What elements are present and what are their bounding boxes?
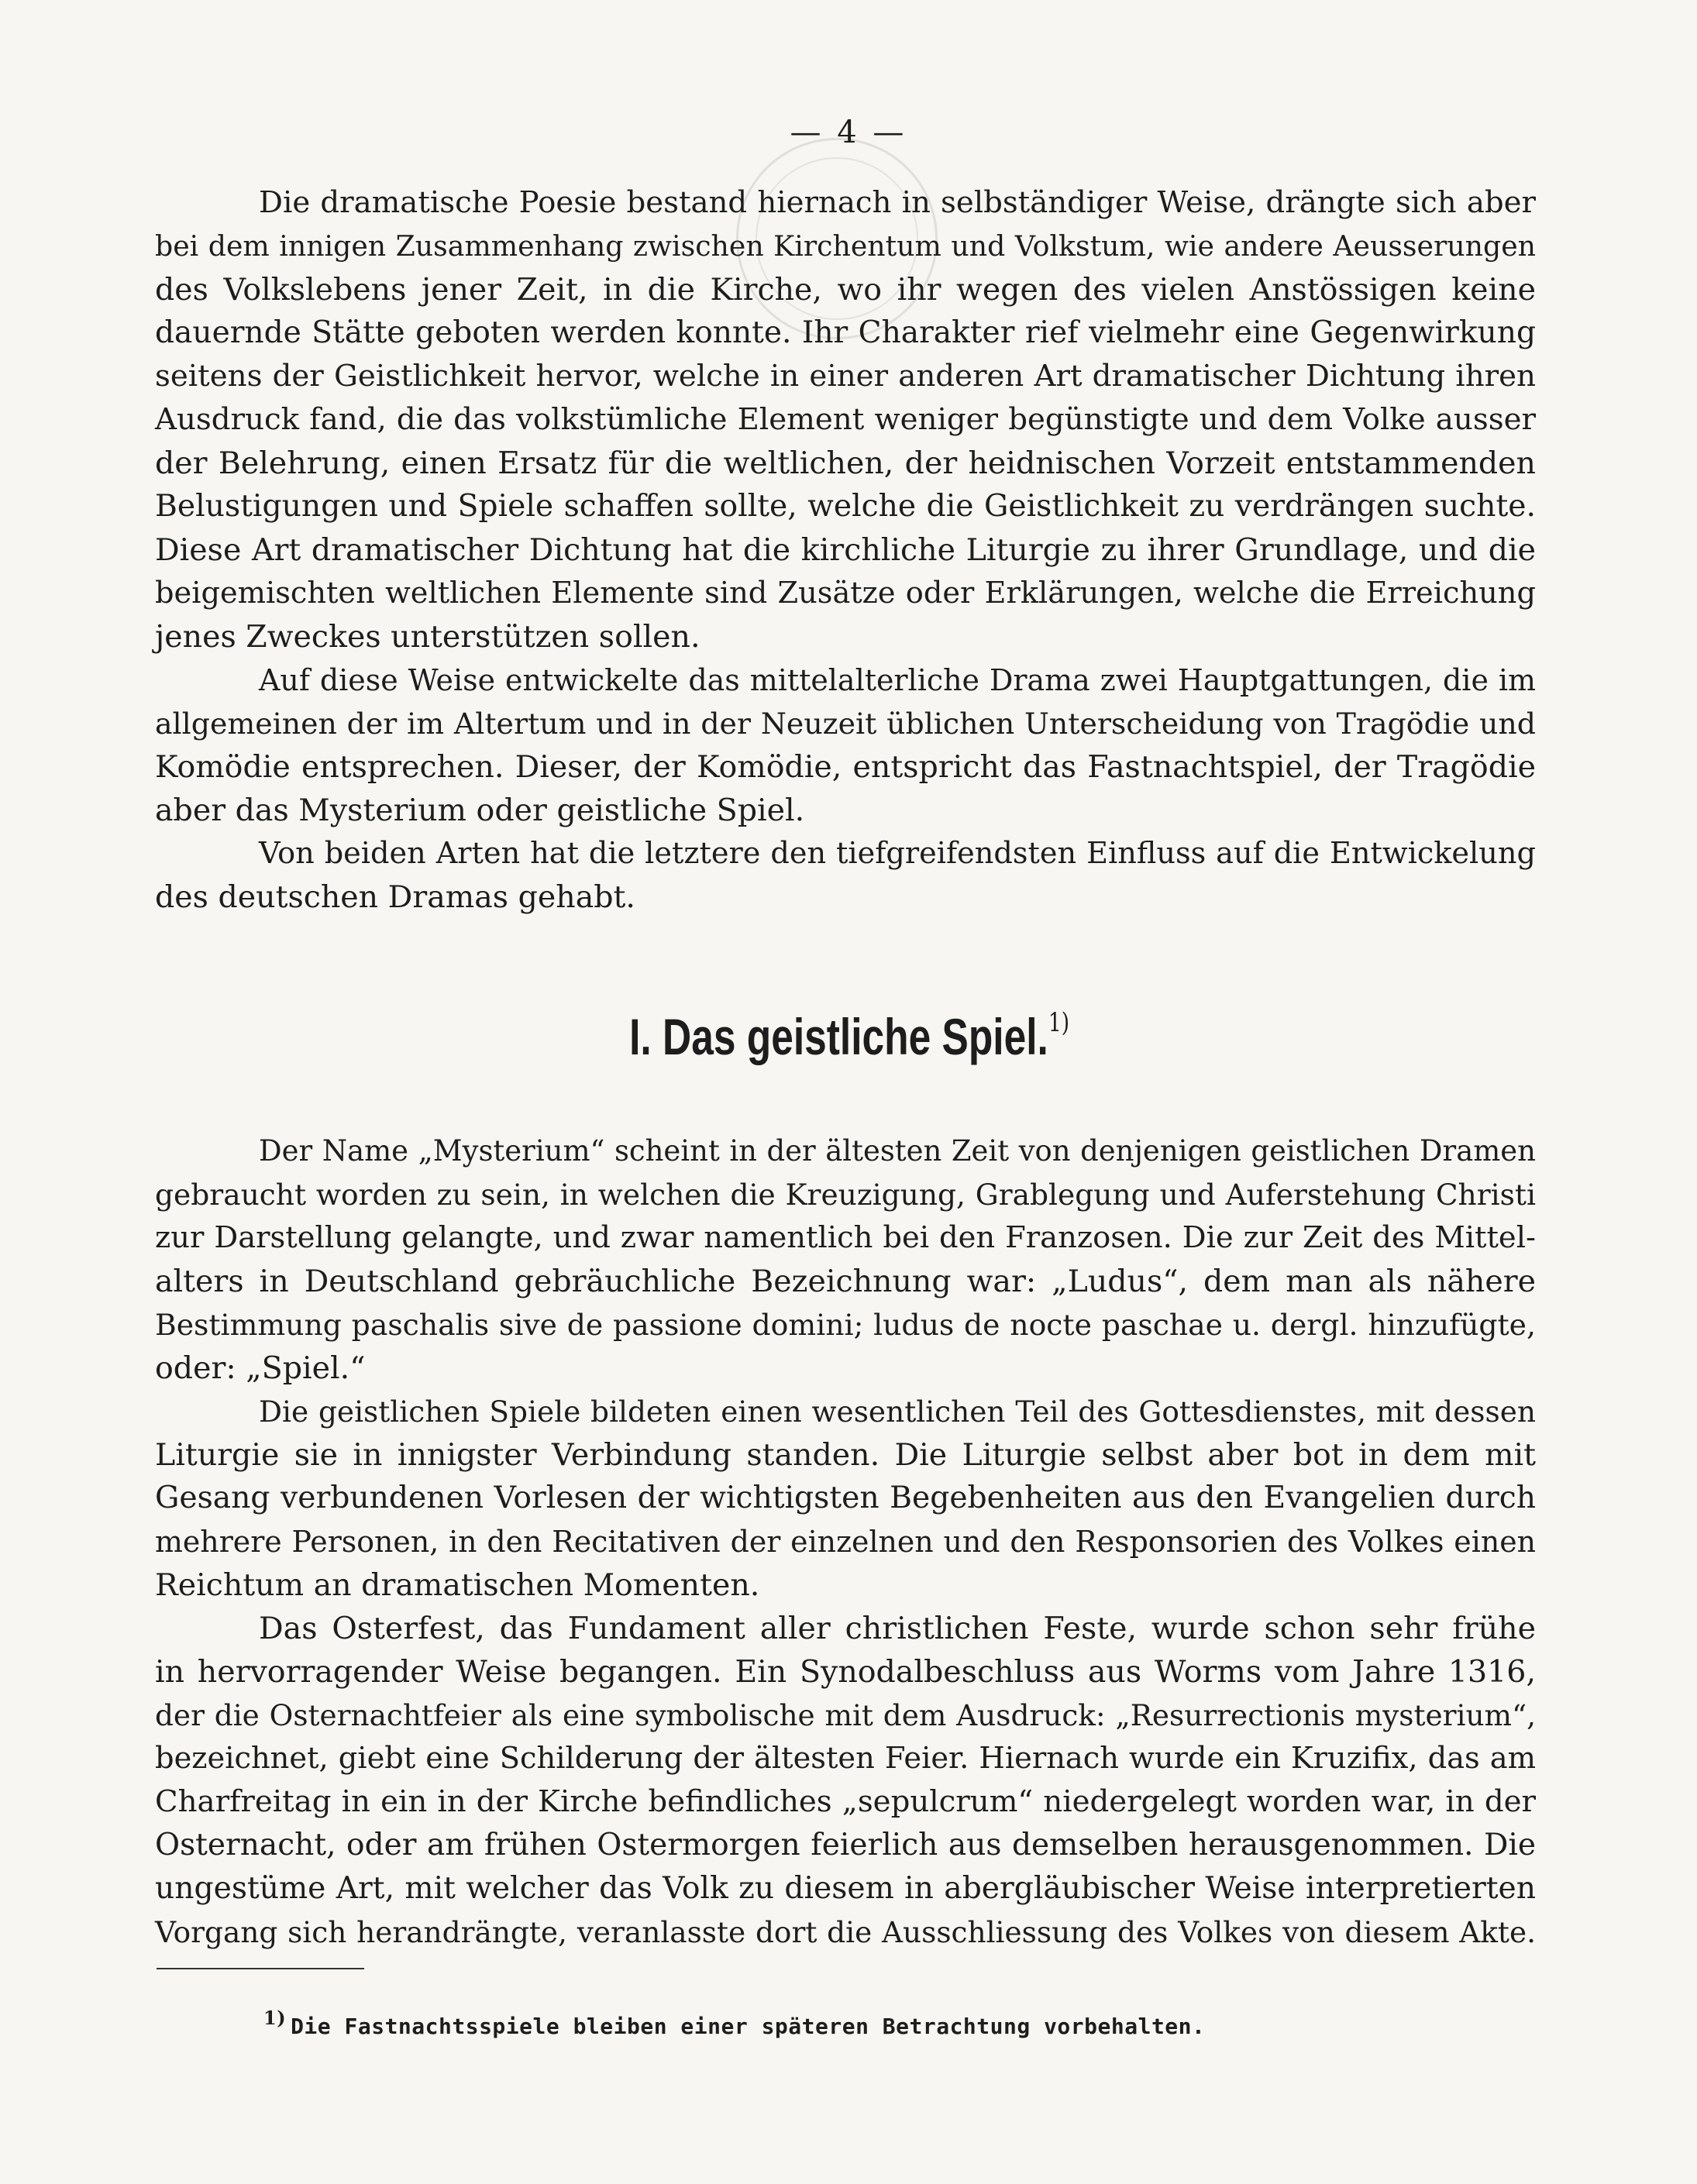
text-line: seitens der Geistlichkeit hervor, welche in einer anderen Art dramatischer Dichtung ihren [155,359,1536,394]
text-line: mehrere Personen, in den Recitativen der einzelnen und den Responsorien des Volkes einen [155,1525,1536,1559]
text-line: Die geistlichen Spiele bildeten einen wesentlichen Teil des Gottesdienstes, mit dessen [259,1395,1536,1429]
text-line: beigemischten weltlichen Elemente sind Zusätze oder Erklärungen, welche die Erreichung [155,576,1536,610]
text-line: Die dramatische Poesie bestand hiernach in selbständiger Weise, drängte sich aber [259,185,1536,220]
text-line: Reichtum an dramatischen Momenten. [155,1567,760,1603]
text-line: Komödie entsprechen. Dieser, der Komödie, entspricht das Fastnachtspiel, der Tragödie [155,749,1536,785]
text-line: in hervorragender Weise begangen. Ein Synodalbeschluss aus Worms vom Jahre 1316, [155,1654,1536,1690]
text-line: Charfreitag in ein in der Kirche befindliches „sepulcrum“ niedergelegt worden war, in der [155,1784,1536,1819]
text-line: Ausdruck fand, die das volkstümliche Element weniger begünstigte und dem Volke ausser [155,402,1536,437]
text-line: dauernde Stätte geboten werden konnte. Ihr Charakter rief vielmehr eine Gegenwirkung [155,315,1536,350]
text-line: Der Name „Mysterium“ scheint in der ältesten Zeit von denjenigen geistlichen Dramen [259,1134,1536,1168]
text-line: Belustigungen und Spiele schaffen sollte, welche die Geistlichkeit zu verdrängen suchte. [155,489,1536,524]
text-line: Liturgie sie in innigster Verbindung standen. Die Liturgie selbst aber bot in dem mit [155,1437,1536,1473]
text-line: Vorgang sich herandrängte, veranlasste dort die Ausschliessung des Volkes von diesem Akte. [155,1915,1536,1949]
text-line: jenes Zweckes unterstützen sollen. [155,619,700,655]
footnote-rule [157,1968,364,1969]
text-line: alters in Deutschland gebräuchliche Bezeichnung war: „Ludus“, dem man als nähere [155,1264,1536,1299]
text-line: gebraucht worden zu sein, in welchen die Kreuzigung, Grablegung und Auferstehung Christi [155,1178,1536,1212]
text-line: Diese Art dramatischer Dichtung hat die kirchliche Liturgie zu ihrer Grundlage, und die [155,532,1536,568]
heading-title: I. Das geistliche Spiel. [629,1008,1048,1065]
footnote-marker: 1) [263,2007,287,2029]
footnote [263,2007,1205,2039]
text-line: ungestüme Art, mit welcher das Volk zu diesem in abergläubischer Weise interpretierten [155,1871,1536,1906]
text-line: Auf diese Weise entwickelte das mittelalterliche Drama zwei Hauptgattungen, die im [259,663,1536,697]
text-line: bezeichnet, giebt eine Schilderung der ältesten Feier. Hiernach wurde ein Kruzifix, das am [155,1741,1536,1776]
text-line: Das Osterfest, das Fundament aller christlichen Feste, wurde schon sehr frühe [259,1611,1536,1646]
text-line: Gesang verbundenen Vorlesen der wichtigsten Begebenheiten aus den Evangelien durch [155,1481,1536,1515]
text-line: zur Darstellung gelangte, und zwar namentlich bei den Franzosen. Die zur Zeit des Mittel- [155,1220,1536,1255]
page-number: — 4 — [790,115,907,150]
text-line: aber das Mysterium oder geistliche Spiel. [155,793,805,828]
section-intro [155,181,1536,919]
text-line: Bestimmung paschalis sive de passione domini; ludus de nocte paschae u. dergl. hinzufügte, [155,1308,1536,1342]
text-line: der Belehrung, einen Ersatz für die weltlichen, der heidnischen Vorzeit entstammenden [155,445,1536,481]
text-line: Osternacht, oder am frühen Ostermorgen feierlich aus demselben herausgenommen. Die [155,1828,1536,1862]
section-heading [188,1007,1511,1066]
section-geistliche-spiel [155,1130,1536,1954]
text-line: Von beiden Arten hat die letztere den tiefgreifendsten Einfluss auf die Entwickelung [259,837,1536,871]
text-line: der die Osternachtfeier als eine symbolische mit dem Ausdruck: „Resurrectionis mysterium“, [155,1698,1536,1732]
text-line: des Volkslebens jener Zeit, in die Kirche, wo ihr wegen des vielen Anstössigen keine [155,272,1536,308]
footnote-text: Die Fastnachtsspiele bleiben einer späteren Betrachtung vorbehalten. [291,2014,1206,2039]
text-line: allgemeinen der im Altertum und in der Neuzeit üblichen Unterscheidung von Tragödie und [155,707,1536,741]
heading-footnote-ref: 1) [1048,1007,1070,1038]
text-line: oder: „Spiel.“ [155,1350,366,1386]
text-line: bei dem innigen Zusammenhang zwischen Kirchentum und Volkstum, wie andere Aeusserungen [155,229,1536,263]
text-line: des deutschen Dramas gehabt. [155,879,635,915]
